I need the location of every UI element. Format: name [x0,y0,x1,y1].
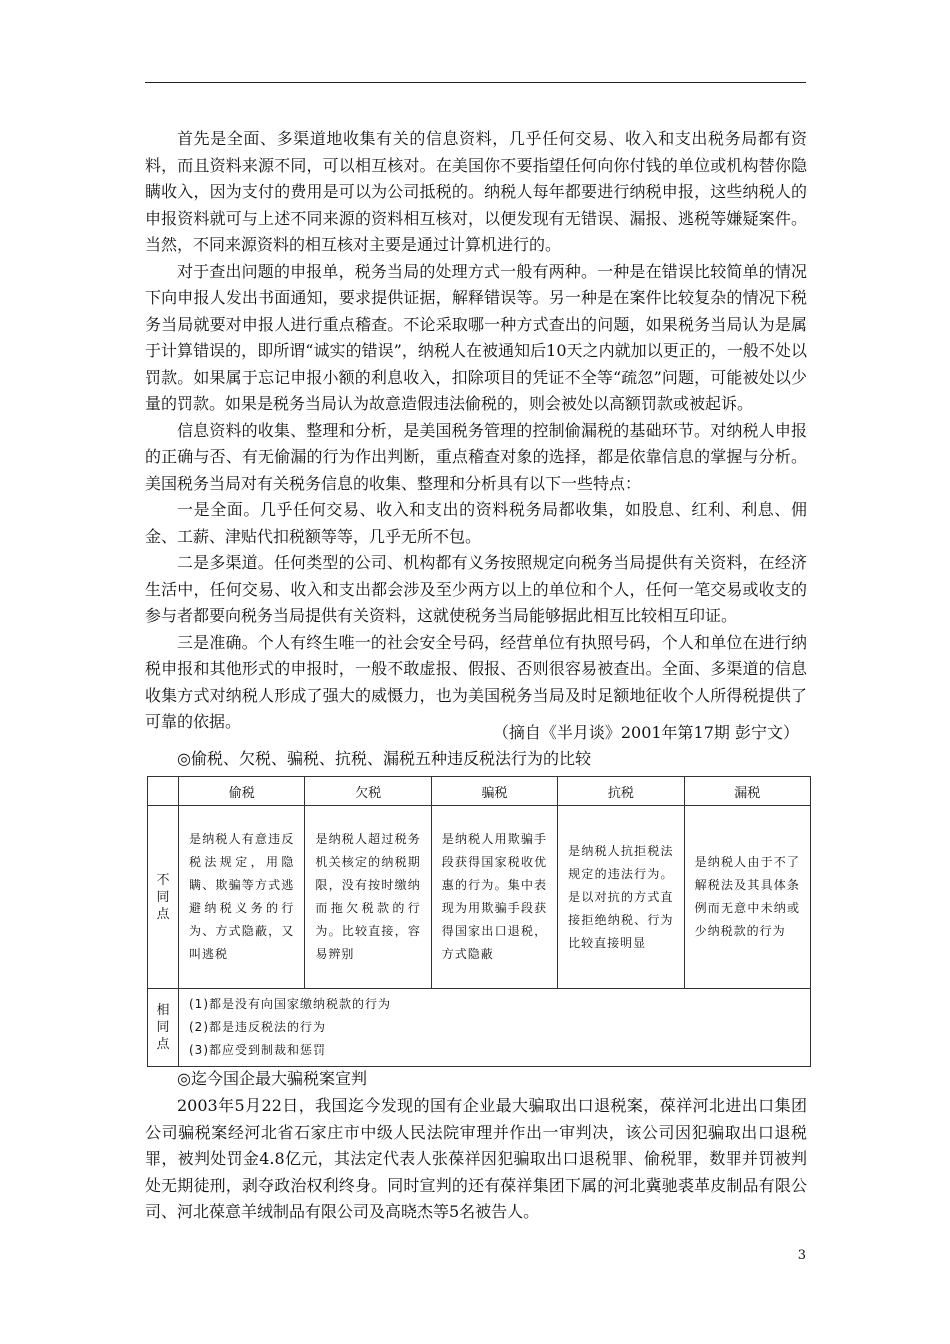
paragraph: 一是全面。几乎任何交易、收入和支出的资料税务局都收集，如股息、红利、利息、佣金、工薪、津贴代扣税额等等，几乎无所不包。 [145,500,807,546]
row-label-text: 相同点 [156,1003,170,1052]
similarity-item: (1)都是没有向国家缴纳税款的行为 [189,997,391,1011]
table-cell: 是纳税人抗拒税法规定的违法行为。是以对抗的方式直接拒绝纳税、行为比较直接明显 [558,806,684,989]
similarities-cell [179,989,811,1067]
header-cell: 骗税 [431,777,557,806]
table-cell: 是纳税人超过税务机关核定的纳税期限，没有按时缴纳而拖欠税款的行为。比较直接，容易辨别 [305,806,431,989]
row-label-similarities [148,989,179,1067]
table-row-similarities [148,989,811,1067]
source-citation: （摘自《半月谈》2001年第17期 彭宁文） [492,723,799,742]
page-number: 3 [797,1248,806,1263]
paragraph: 信息资料的收集、整理和分析，是美国税务管理的控制偷漏税的基础环节。对纳税人申报的正确与否、有无偷漏的行为作出判断，重点稽查对象的选择，都是依靠信息的掌握与分析。美国税务当局对有关税务信息的收集、整理和分析具有以下一些特点： [145,420,807,493]
table-cell: 是纳税人有意违反税法规定，用隐瞒、欺骗等方式逃避纳税义务的行为、方式隐蔽，又叫逃税 [179,806,305,989]
table-caption: ◎偷税、欠税、骗税、抗税、漏税五种违反税法行为的比较 [177,749,591,768]
paragraph: 首先是全面、多渠道地收集有关的信息资料，几乎任何交易、收入和支出税务局都有资料，而且资料来源不同，可以相互核对。在美国你不要指望任何向你付钱的单位或机构替你隐瞒收入，因为支付的费用是可以为公司抵税的。纳税人每年都要进行纳税申报，这些纳税人的申报资料就可与上述不同来源的资料相互核对，以便发现有无错误、漏报、逃税等嫌疑案件。当然，不同来源资料的相互核对主要是通过计算机进行的。 [145,129,807,254]
paragraph: 二是多渠道。任何类型的公司、机构都有义务按照规定向税务当局提供有关资料，在经济生活中，任何交易、收入和支出都会涉及至少两方以上的单位和个人，任何一笔交易或收支的参与者都要向税务当局提供有关资料，这就使税务当局能够据此相互比较相互印证。 [145,553,807,625]
paragraph: 三是准确。个人有终生唯一的社会安全号码，经营单位有执照号码，个人和单位在进行纳税申报和其他形式的申报时，一般不敢虚报、假报、否则很容易被查出。全面、多渠道的信息收集方式对纳税人形成了强大的威慑力，也为美国税务当局及时足额地征收个人所得税提供了可靠的依据。 [145,632,807,731]
news-body [145,1093,807,1226]
row-label-differences [148,806,179,989]
table-header-row [148,777,811,806]
comparison-table [147,776,811,1067]
table-cell: 是纳税人用欺骗手段获得国家税收优惠的行为。集中表现为用欺骗手段获得国家出口退税，方式隐蔽 [431,806,557,989]
article-body [145,126,807,736]
row-label-text: 不同点 [156,872,170,922]
header-cell: 偷税 [179,777,305,806]
header-cell: 漏税 [684,777,810,806]
header-rule [145,82,806,83]
paragraph: 对于查出问题的申报单，税务当局的处理方式一般有两种。一种是在错误比较简单的情况下向申报人发出书面通知，要求提供证据，解释错误等。另一种是在案件比较复杂的情况下税务当局就要对申报人进行重点稽查。不论采取哪一种方式查出的问题，如果税务当局认为是属于计算错误的，即所谓“诚实的错误”，纳税人在被通知后10天之内就加以更正的，一般不处以罚款。如果属于忘记申报小额的利息收入，扣除项目的凭证不全等“疏忽”问题，可能被处以少量的罚款。如果是税务当局认为故意造假违法偷税的，则会被处以高额罚款或被起诉。 [145,261,807,413]
paragraph: 2003年5月22日，我国迄今发现的国有企业最大骗取出口退税案，葆祥河北进出口集团公司骗税案经河北省石家庄市中级人民法院审理并作出一审判决，该公司因犯骗取出口退税罪，被判处罚金4.8亿元，其法定代表人张葆祥因犯骗取出口退税罪、偷税罪，数罪并罚被判处无期徒刑，剥夺政治权利终身。同时宣判的还有葆祥集团下属的河北冀驰裘革皮制品有限公司、河北葆意羊绒制品有限公司及高晓杰等5名被告人。 [145,1096,807,1221]
similarity-item: (2)都是违反税法的行为 [189,1020,326,1034]
table-row-differences [148,806,811,989]
header-cell: 欠税 [305,777,431,806]
section-heading: ◎迄今国企最大骗税案宣判 [177,1069,367,1088]
header-cell: 抗税 [558,777,684,806]
table-cell: 是纳税人由于不了解税法及其具体条例而无意中未纳或少纳税款的行为 [684,806,810,989]
similarity-item: (3)都应受到制裁和惩罚 [189,1043,326,1057]
corner-cell [148,777,179,806]
